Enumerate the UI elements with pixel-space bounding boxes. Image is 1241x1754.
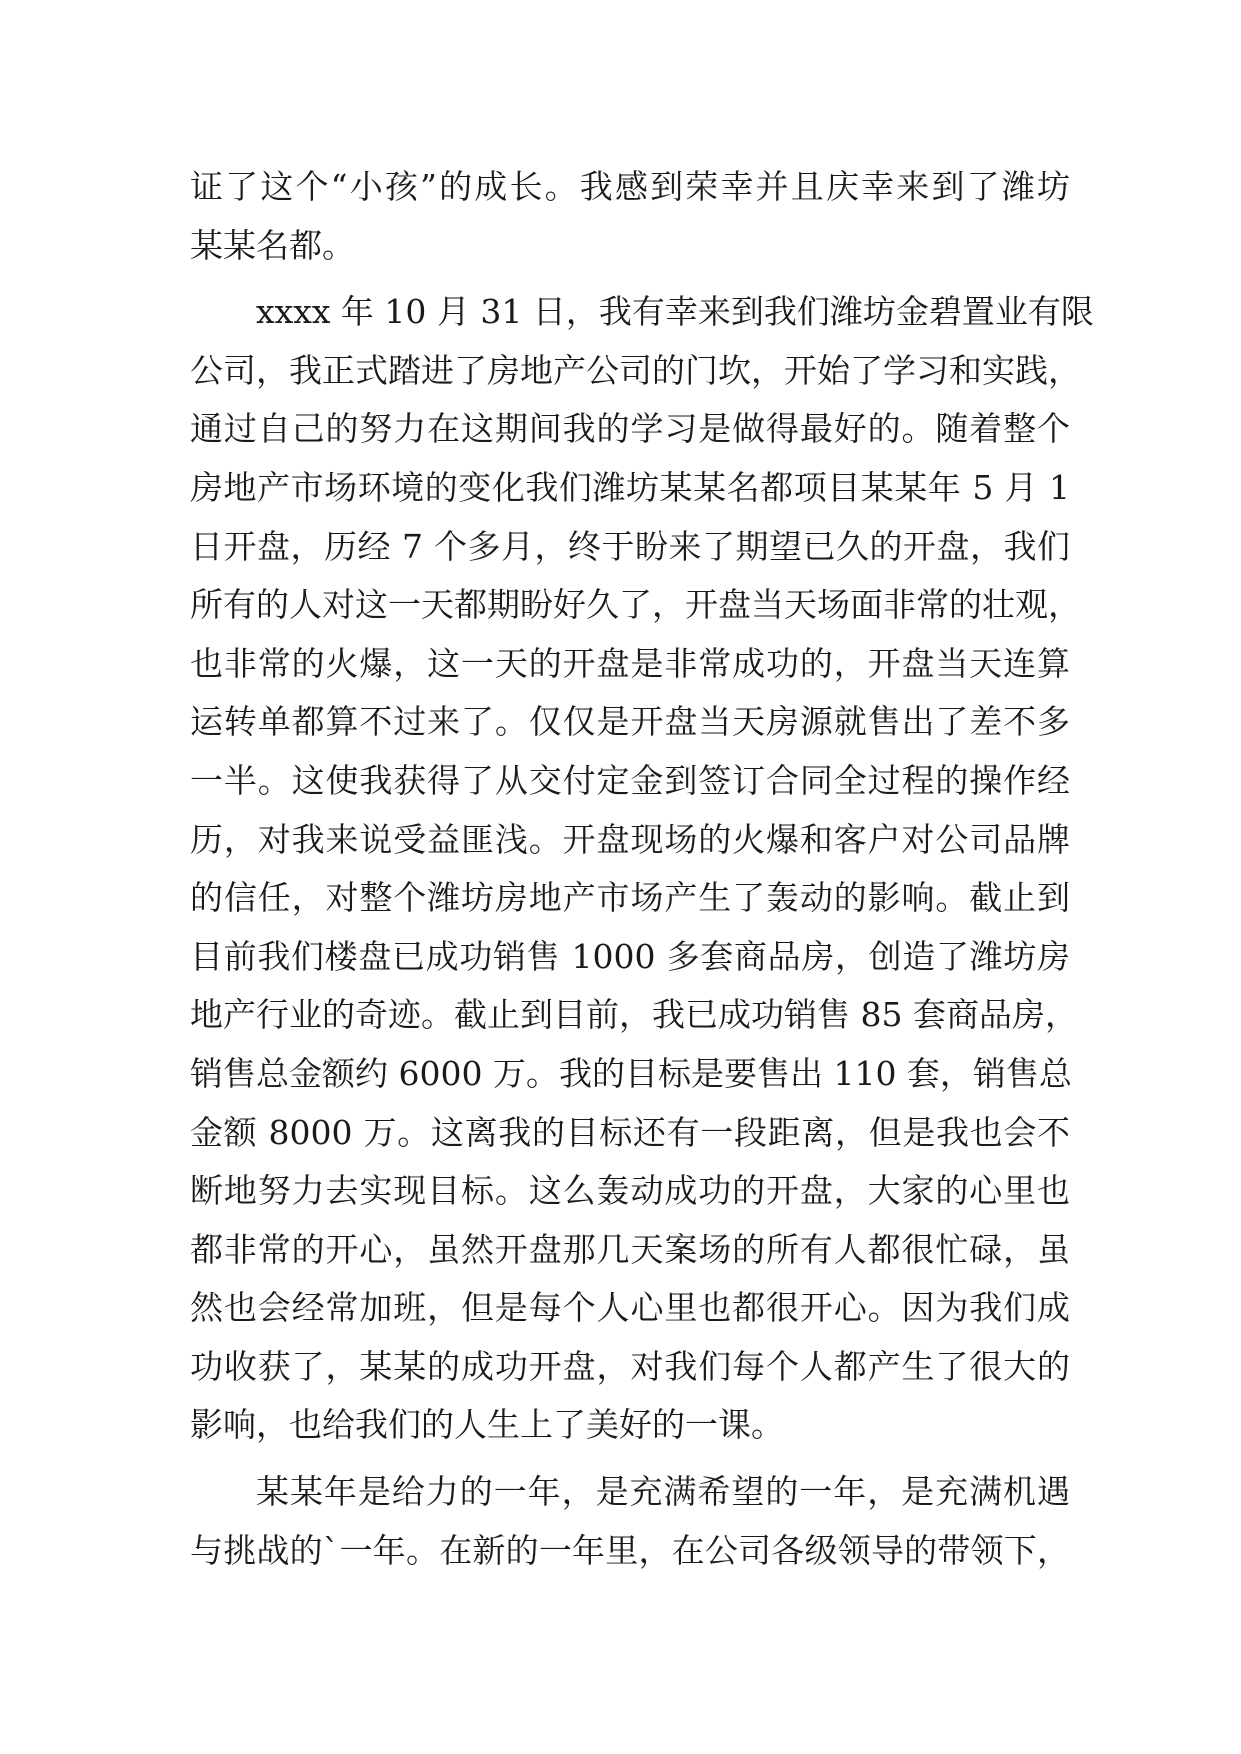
text-line: 一半。这使我获得了从交付定金到签订合同全过程的操作经 [190,760,1070,800]
text-line: 运转单都算不过来了。仅仅是开盘当天房源就售出了差不多 [190,702,1070,742]
text-line: 影响，也给我们的人生上了美好的一课。 [190,1405,784,1445]
text-line: 证了这个“小孩”的成长。我感到荣幸并且庆幸来到了潍坊 [190,167,1070,206]
text-line: xxxx 年 10 月 31 日，我有幸来到我们潍坊金碧置业有限 [256,292,1094,332]
text-line: 历，对我来说受益匪浅。开盘现场的火爆和客户对公司品牌 [190,819,1070,859]
text-line: 与挑战的`一年。在新的一年里，在公司各级领导的带领下， [190,1530,1070,1570]
text-line: 断地努力去实现目标。这么轰动成功的开盘，大家的心里也 [190,1171,1070,1211]
text-line: 某某年是给力的一年，是充满希望的一年，是充满机遇 [256,1472,1070,1512]
text-line: 所有的人对这一天都期盼好久了，开盘当天场面非常的壮观， [190,585,1081,625]
text-line: 日开盘，历经 7 个多月，终于盼来了期望已久的开盘，我们 [190,526,1070,566]
text-line: 的信任，对整个潍坊房地产市场产生了轰动的影响。截止到 [190,878,1070,918]
text-line: 通过自己的努力在这期间我的学习是做得最好的。随着整个 [190,409,1070,449]
text-line: 也非常的火爆，这一天的开盘是非常成功的，开盘当天连算 [190,643,1070,683]
text-line: 房地产市场环境的变化我们潍坊某某名都项目某某年 5 月 1 [190,467,1070,507]
text-line: 然也会经常加班，但是每个人心里也都很开心。因为我们成 [190,1288,1070,1328]
text-line: 某某名都。 [190,225,355,265]
text-line: 销售总金额约 6000 万。我的目标是要售出 110 套，销售总 [190,1053,1072,1093]
body-text [190,158,1094,1580]
text-line: 地产行业的奇迹。截止到目前，我已成功销售 85 套商品房， [190,995,1078,1035]
text-line: 金额 8000 万。这离我的目标还有一段距离，但是我也会不 [190,1112,1070,1152]
text-line: 功收获了，某某的成功开盘，对我们每个人都产生了很大的 [190,1346,1070,1386]
text-line: 都非常的开心，虽然开盘那几天案场的所有人都很忙碌，虽 [190,1229,1070,1269]
text-line: 目前我们楼盘已成功销售 1000 多套商品房，创造了潍坊房 [190,936,1070,976]
text-line: 公司，我正式踏进了房地产公司的门坎，开始了学习和实践， [190,350,1081,390]
